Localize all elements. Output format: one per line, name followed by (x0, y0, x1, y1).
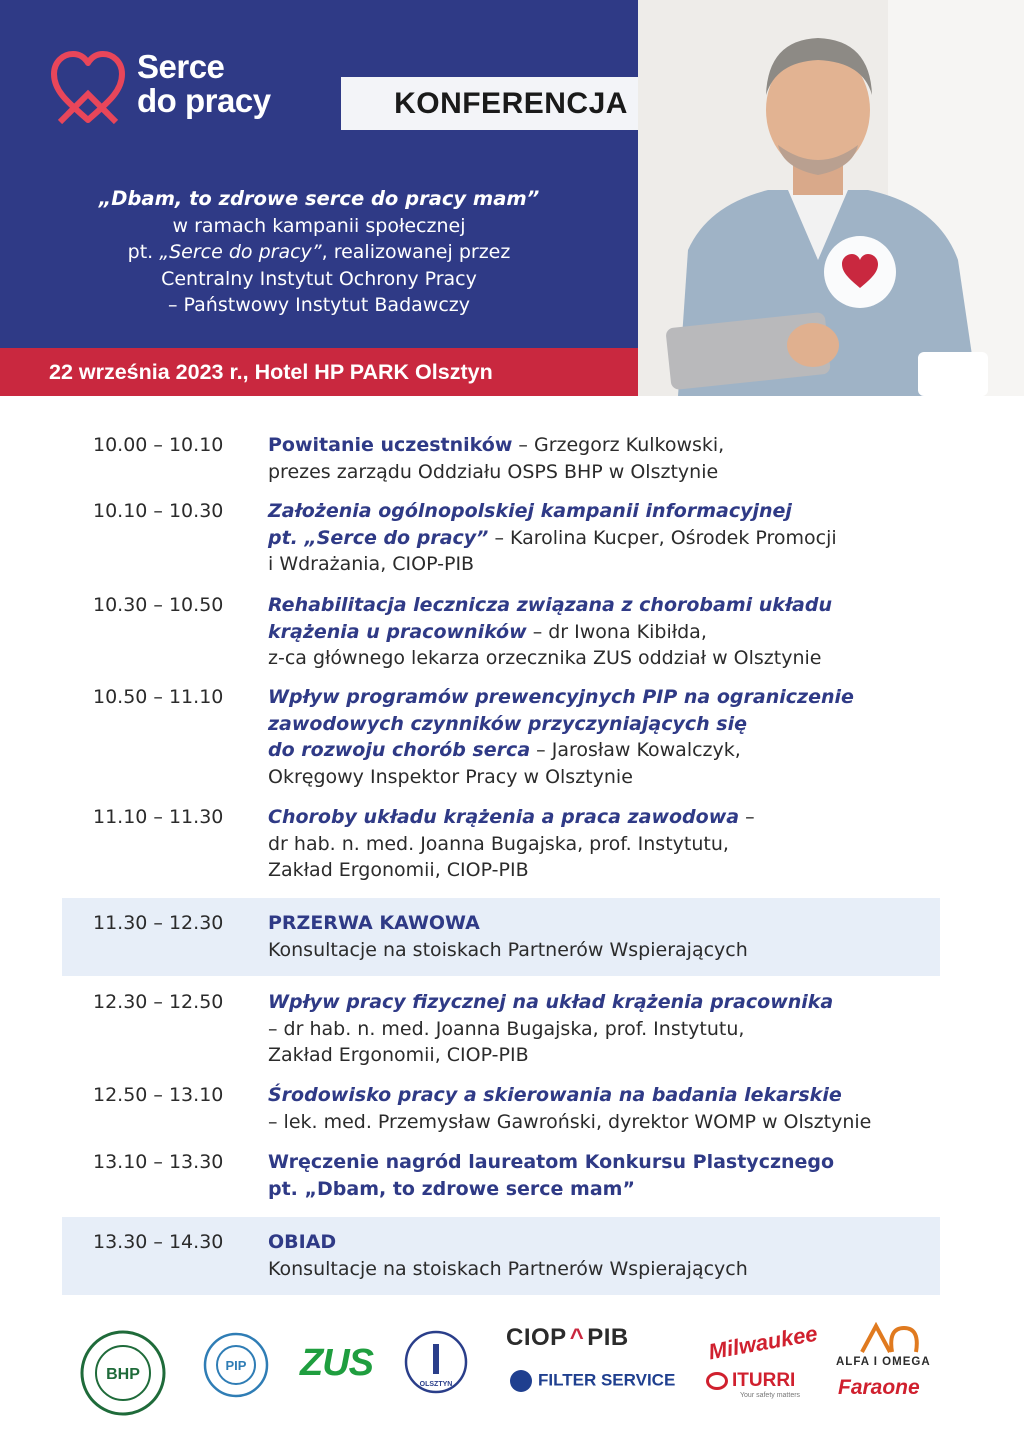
intro-line-5: – Państwowy Instytut Badawczy (168, 294, 470, 316)
agenda-content: OBIAD Konsultacje na stoiskach Partnerów Wspierających (268, 1231, 748, 1280)
agenda-item (62, 989, 940, 1069)
agenda-time: 13.10 – 13.30 (93, 1151, 224, 1173)
zus-logo: ZUS (300, 1342, 373, 1384)
ciop-pib-logo: CIOP ^ PIB (506, 1324, 629, 1351)
agenda-item (62, 432, 940, 492)
svg-text:OLSZTYN: OLSZTYN (419, 1381, 453, 1388)
date-place-banner: 22 września 2023 r., Hotel HP PARK Olsztyn (0, 348, 638, 396)
agenda-content: Środowisko pracy a skierowania na badania lekarskie – lek. med. Przemysław Gawroński, dyrektor WOMP w Olsztynie (268, 1084, 872, 1133)
womp-logo (404, 1330, 468, 1394)
brand-logo (137, 50, 271, 118)
agenda-content: PRZERWA KAWOWA Konsultacje na stoiskach Partnerów Wspierających (268, 912, 748, 961)
agenda-content: Wpływ pracy fizycznej na układ krążenia pracownika – dr hab. n. med. Joanna Bugajska, prof. Instytutu, Zakład Ergonomii, CIOP-PIB (268, 991, 834, 1066)
man-with-tablet-illustration (638, 0, 1024, 396)
slogan: „Dbam, to zdrowe serce do pracy mam” (98, 187, 540, 210)
agenda-time: 11.10 – 11.30 (93, 806, 224, 828)
agenda-item (62, 498, 940, 578)
agenda-time: 10.50 – 11.10 (93, 686, 224, 708)
agenda-content: Wpływ programów prewencyjnych PIP na ograniczenie zawodowych czynników przyczyniających się do rozwoju chorób serca – Jarosław Kowalczyk, Okręgowy Inspektor Pracy w Olsztynie (268, 686, 854, 788)
milwaukee-logo: Milwaukee (706, 1320, 820, 1365)
agenda-time: 12.30 – 12.50 (93, 991, 224, 1013)
agenda-time: 10.00 – 10.10 (93, 434, 224, 456)
agenda-time: 11.30 – 12.30 (93, 912, 224, 934)
heart-logo-icon (50, 48, 126, 130)
alfa-omega-logo: ALFA I OMEGA (836, 1356, 931, 1368)
agenda-time: 10.10 – 10.30 (93, 500, 224, 522)
agenda-item (62, 684, 940, 792)
agenda-content: Powitanie uczestników – Grzegorz Kulkowski, prezes zarządu Oddziału OSPS BHP w Olsztynie (268, 434, 725, 483)
iturri-icon (706, 1372, 728, 1390)
brand-line1: Serce (137, 48, 225, 85)
agenda-time: 10.30 – 10.50 (93, 594, 224, 616)
agenda-content: Choroby układu krążenia a praca zawodowa – dr hab. n. med. Joanna Bugajska, prof. Instytutu, Zakład Ergonomii, CIOP-PIB (268, 806, 755, 881)
agenda-item (62, 1149, 940, 1203)
filter-service-icon (510, 1370, 532, 1392)
intro-line-2: w ramach kampanii społecznej (172, 214, 466, 237)
brand-line2: do pracy (137, 82, 271, 119)
pip-logo (203, 1332, 269, 1398)
agenda-time: 13.30 – 14.30 (93, 1231, 224, 1253)
agenda-item (62, 804, 940, 884)
sponsor-logos (0, 1310, 1024, 1450)
faraone-logo: Faraone (838, 1376, 920, 1399)
intro-text (0, 186, 638, 319)
header-photo (638, 0, 1024, 396)
intro-line-4: Centralny Instytut Ochrony Pracy (161, 267, 477, 290)
agenda-break (62, 1217, 940, 1295)
agenda-time: 12.50 – 13.10 (93, 1084, 224, 1106)
agenda-break (62, 898, 940, 976)
agenda-content: Założenia ogólnopolskiej kampanii informacyjnej pt. „Serce do pracy” – Karolina Kucper, Ośrodek Promocji i Wdrażania, CIOP-PIB (268, 500, 837, 575)
filter-service-logo: FILTER SERVICE (510, 1370, 675, 1392)
bhp-association-logo (80, 1330, 166, 1416)
agenda-item (62, 592, 940, 672)
intro-line-3: pt. „Serce do pracy”, realizowanej przez (127, 241, 511, 263)
svg-text:PIP: PIP (225, 1358, 247, 1373)
header-panel (0, 0, 638, 348)
agenda-content: Rehabilitacja lecznicza związana z chorobami układu krążenia u pracowników – dr Iwona Kibiłda, z-ca głównego lekarza orzecznika ZUS oddział w Olsztynie (268, 594, 832, 669)
alfa-omega-icon (858, 1322, 922, 1356)
iturri-logo: ITURRI Your safety matters (706, 1370, 800, 1399)
svg-text:BHP: BHP (106, 1366, 140, 1383)
conference-badge: KONFERENCJA (341, 77, 681, 130)
agenda-content: Wręczenie nagród laureatom Konkursu Plastycznego pt. „Dbam, to zdrowe serce mam” (268, 1151, 835, 1200)
agenda-item (62, 1082, 940, 1136)
